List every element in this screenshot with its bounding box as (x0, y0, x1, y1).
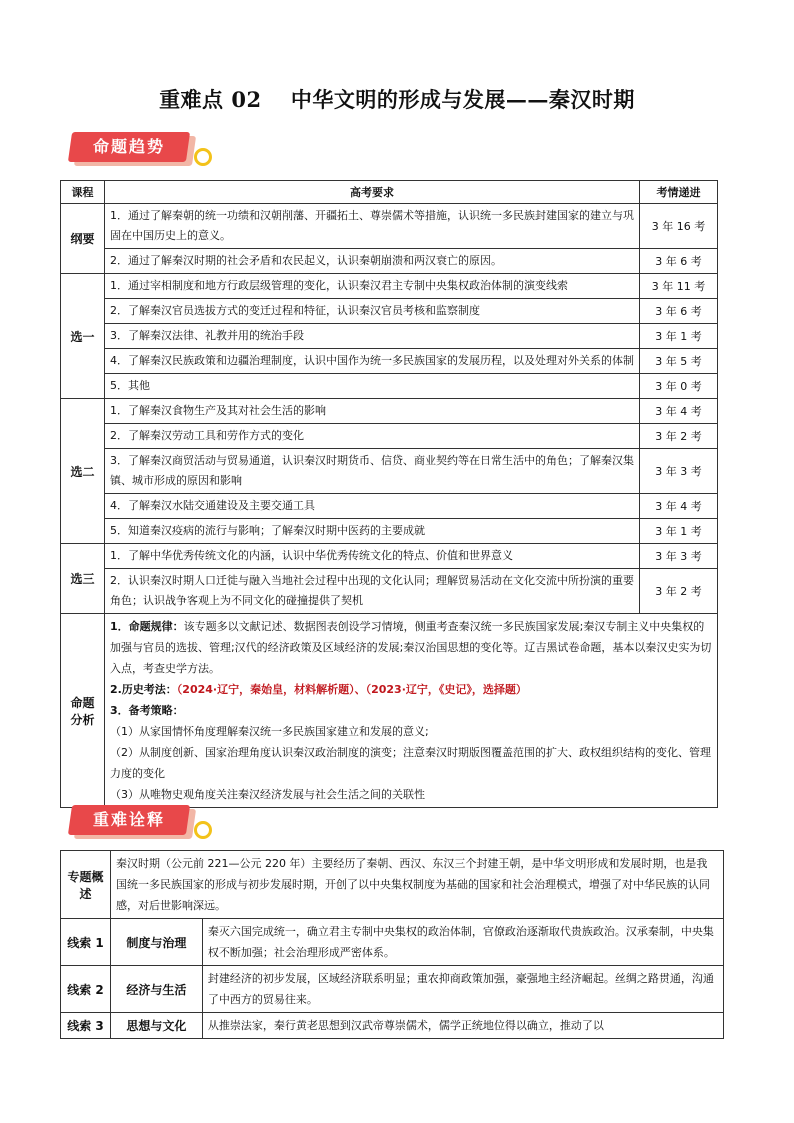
requirement-cell: 2．了解秦汉劳动工具和劳作方式的变化 (104, 424, 639, 449)
method-title: 2.历史考法： (109, 683, 177, 696)
table-row (61, 399, 718, 424)
analysis-row (61, 614, 718, 808)
clue-label-cell: 线索 3 (61, 1013, 111, 1039)
table-row (61, 274, 718, 299)
exam-count-cell: 3 年 2 考 (640, 569, 718, 614)
overview-label-cell: 专题概述 (61, 851, 111, 919)
requirement-cell: 4．了解秦汉水陆交通建设及主要交通工具 (104, 494, 639, 519)
table-row (61, 324, 718, 349)
page-title: 重难点 02 中华文明的形成与发展——秦汉时期 (159, 87, 635, 112)
rule-title: 1．命题规律： (109, 620, 184, 633)
requirement-cell: 3．了解秦汉法律、礼教并用的统治手段 (104, 324, 639, 349)
overview-row (61, 851, 724, 919)
requirement-cell: 1．了解秦汉食物生产及其对社会生活的影响 (104, 399, 639, 424)
exam-count-cell: 3 年 1 考 (640, 324, 718, 349)
exam-requirements-table (60, 180, 718, 808)
exam-count-cell: 3 年 5 考 (640, 349, 718, 374)
requirement-cell: 2．通过了解秦汉时期的社会矛盾和农民起义，认识秦朝崩溃和两汉衰亡的原因。 (104, 249, 639, 274)
section-banner-interpretation (70, 805, 210, 841)
exam-count-cell: 3 年 3 考 (640, 449, 718, 494)
table-row (61, 349, 718, 374)
clue-text-cell: 封建经济的初步发展，区域经济联系明显；重农抑商政策加强，豪强地主经济崛起。丝绸之路贯通，沟通了中西方的贸易往来。 (202, 966, 723, 1013)
clue-text-cell: 从推崇法家，秦行黄老思想到汉武帝尊崇儒术，儒学正统地位得以确立，推动了以 (202, 1013, 723, 1039)
exam-count-cell: 3 年 4 考 (640, 399, 718, 424)
clue-row (61, 966, 724, 1013)
table-row (61, 299, 718, 324)
clue-row (61, 919, 724, 966)
method-text: （2024·辽宁，秦始皇，材料解析题）、（2023·辽宁，《史记》，选择题） (176, 683, 527, 696)
exam-count-cell: 3 年 16 考 (640, 204, 718, 249)
table-row (61, 494, 718, 519)
requirement-cell: 4．了解秦汉民族政策和边疆治理制度，认识中国作为统一多民族国家的发展历程，以及处理对外关系的体制 (104, 349, 639, 374)
category-cell: 纲要 (61, 204, 105, 274)
table-row (61, 544, 718, 569)
table-row (61, 204, 718, 249)
header-course: 课程 (61, 181, 105, 204)
category-cell: 选二 (61, 399, 105, 544)
exam-count-cell: 3 年 11 考 (640, 274, 718, 299)
strategy-item: （3）从唯物史观角度关注秦汉经济发展与社会生活之间的关联性 (109, 788, 425, 801)
ring-icon (194, 821, 212, 839)
requirement-cell: 5．知道秦汉疫病的流行与影响；了解秦汉时期中医药的主要成就 (104, 519, 639, 544)
table-row (61, 569, 718, 614)
requirement-cell: 1．通过宰相制度和地方行政层级管理的变化，认识秦汉君主专制中央集权政治体制的演变线索 (104, 274, 639, 299)
strategy-item: （1）从家国情怀角度理解秦汉统一多民族国家建立和发展的意义; (109, 725, 429, 738)
table-row (61, 374, 718, 399)
clue-topic-cell: 经济与生活 (110, 966, 202, 1013)
exam-count-cell: 3 年 6 考 (640, 299, 718, 324)
table-row (61, 249, 718, 274)
analysis-label-cell: 命题分析 (61, 614, 105, 808)
clue-label-cell: 线索 2 (61, 966, 111, 1013)
clue-row (61, 1013, 724, 1039)
exam-count-cell: 3 年 2 考 (640, 424, 718, 449)
banner-label: 命题趋势 (92, 137, 165, 156)
clue-topic-cell: 制度与治理 (110, 919, 202, 966)
requirement-cell: 3．了解秦汉商贸活动与贸易通道，认识秦汉时期货币、信贷、商业契约等在日常生活中的角色；了解秦汉集镇、城市形成的原因和影响 (104, 449, 639, 494)
category-cell: 选一 (61, 274, 105, 399)
table-row (61, 519, 718, 544)
exam-count-cell: 3 年 6 考 (640, 249, 718, 274)
analysis-method (110, 679, 712, 700)
rule-text: 该专题多以文献记述、数据图表创设学习情境，侧重考查秦汉统一多民族国家发展;秦汉专制主义中央集权的加强与官员的选拔、管理;汉代的经济政策及区域经济的发展;秦汉治国思想的变化等。辽吉黑试卷命题，基本以秦汉史实为切入点，考查史学方法。 (109, 620, 712, 675)
ring-icon (194, 148, 212, 166)
requirement-cell: 1．了解中华优秀传统文化的内涵，认识中华优秀传统文化的特点、价值和世界意义 (104, 544, 639, 569)
clue-label-cell: 线索 1 (61, 919, 111, 966)
exam-count-cell: 3 年 1 考 (640, 519, 718, 544)
header-requirement: 高考要求 (104, 181, 639, 204)
header-exam-trend: 考情递进 (640, 181, 718, 204)
requirement-cell: 2．认识秦汉时期人口迁徙与融入当地社会过程中出现的文化认同；理解贸易活动在文化交流中所扮演的重要角色；认识战争客观上为不同文化的碰撞提供了契机 (104, 569, 639, 614)
table-row (61, 424, 718, 449)
banner-label: 重难诠释 (92, 810, 165, 829)
clue-topic-cell: 思想与文化 (110, 1013, 202, 1039)
category-cell: 选三 (61, 544, 105, 614)
analysis-content-cell (104, 614, 717, 808)
interpretation-table (60, 850, 724, 1039)
section-banner-trend (70, 132, 210, 168)
requirement-cell: 2．了解秦汉官员选拔方式的变迁过程和特征，认识秦汉官员考核和监察制度 (104, 299, 639, 324)
clue-text-cell: 秦灭六国完成统一，确立君主专制中央集权的政治体制，官僚政治逐渐取代贵族政治。汉承秦制，中央集权不断加强；社会治理形成严密体系。 (202, 919, 723, 966)
table-header-row (61, 181, 718, 204)
strategy-item: （2）从制度创新、国家治理角度认识秦汉政治制度的演变；注意秦汉时期版图覆盖范围的扩大、政权组织结构的变化、管理力度的变化 (109, 746, 711, 780)
exam-count-cell: 3 年 0 考 (640, 374, 718, 399)
overview-text-cell: 秦汉时期（公元前 221—公元 220 年）主要经历了秦朝、西汉、东汉三个封建王朝，是中华文明形成和发展时期，也是我国统一多民族国家的形成与初步发展时期，开创了以中央集权制度为基础的国家和社会治理模式，增强了对中华民族的认同感，对后世影响深远。 (110, 851, 723, 919)
exam-count-cell: 3 年 3 考 (640, 544, 718, 569)
table-row (61, 449, 718, 494)
requirement-cell: 5．其他 (104, 374, 639, 399)
strategy-title: 3．备考策略： (109, 704, 184, 717)
analysis-rule (110, 616, 712, 679)
exam-count-cell: 3 年 4 考 (640, 494, 718, 519)
requirement-cell: 1．通过了解秦朝的统一功绩和汉朝削藩、开疆拓土、尊崇儒术等措施，认识统一多民族封建国家的建立与巩固在中国历史上的意义。 (104, 204, 639, 249)
